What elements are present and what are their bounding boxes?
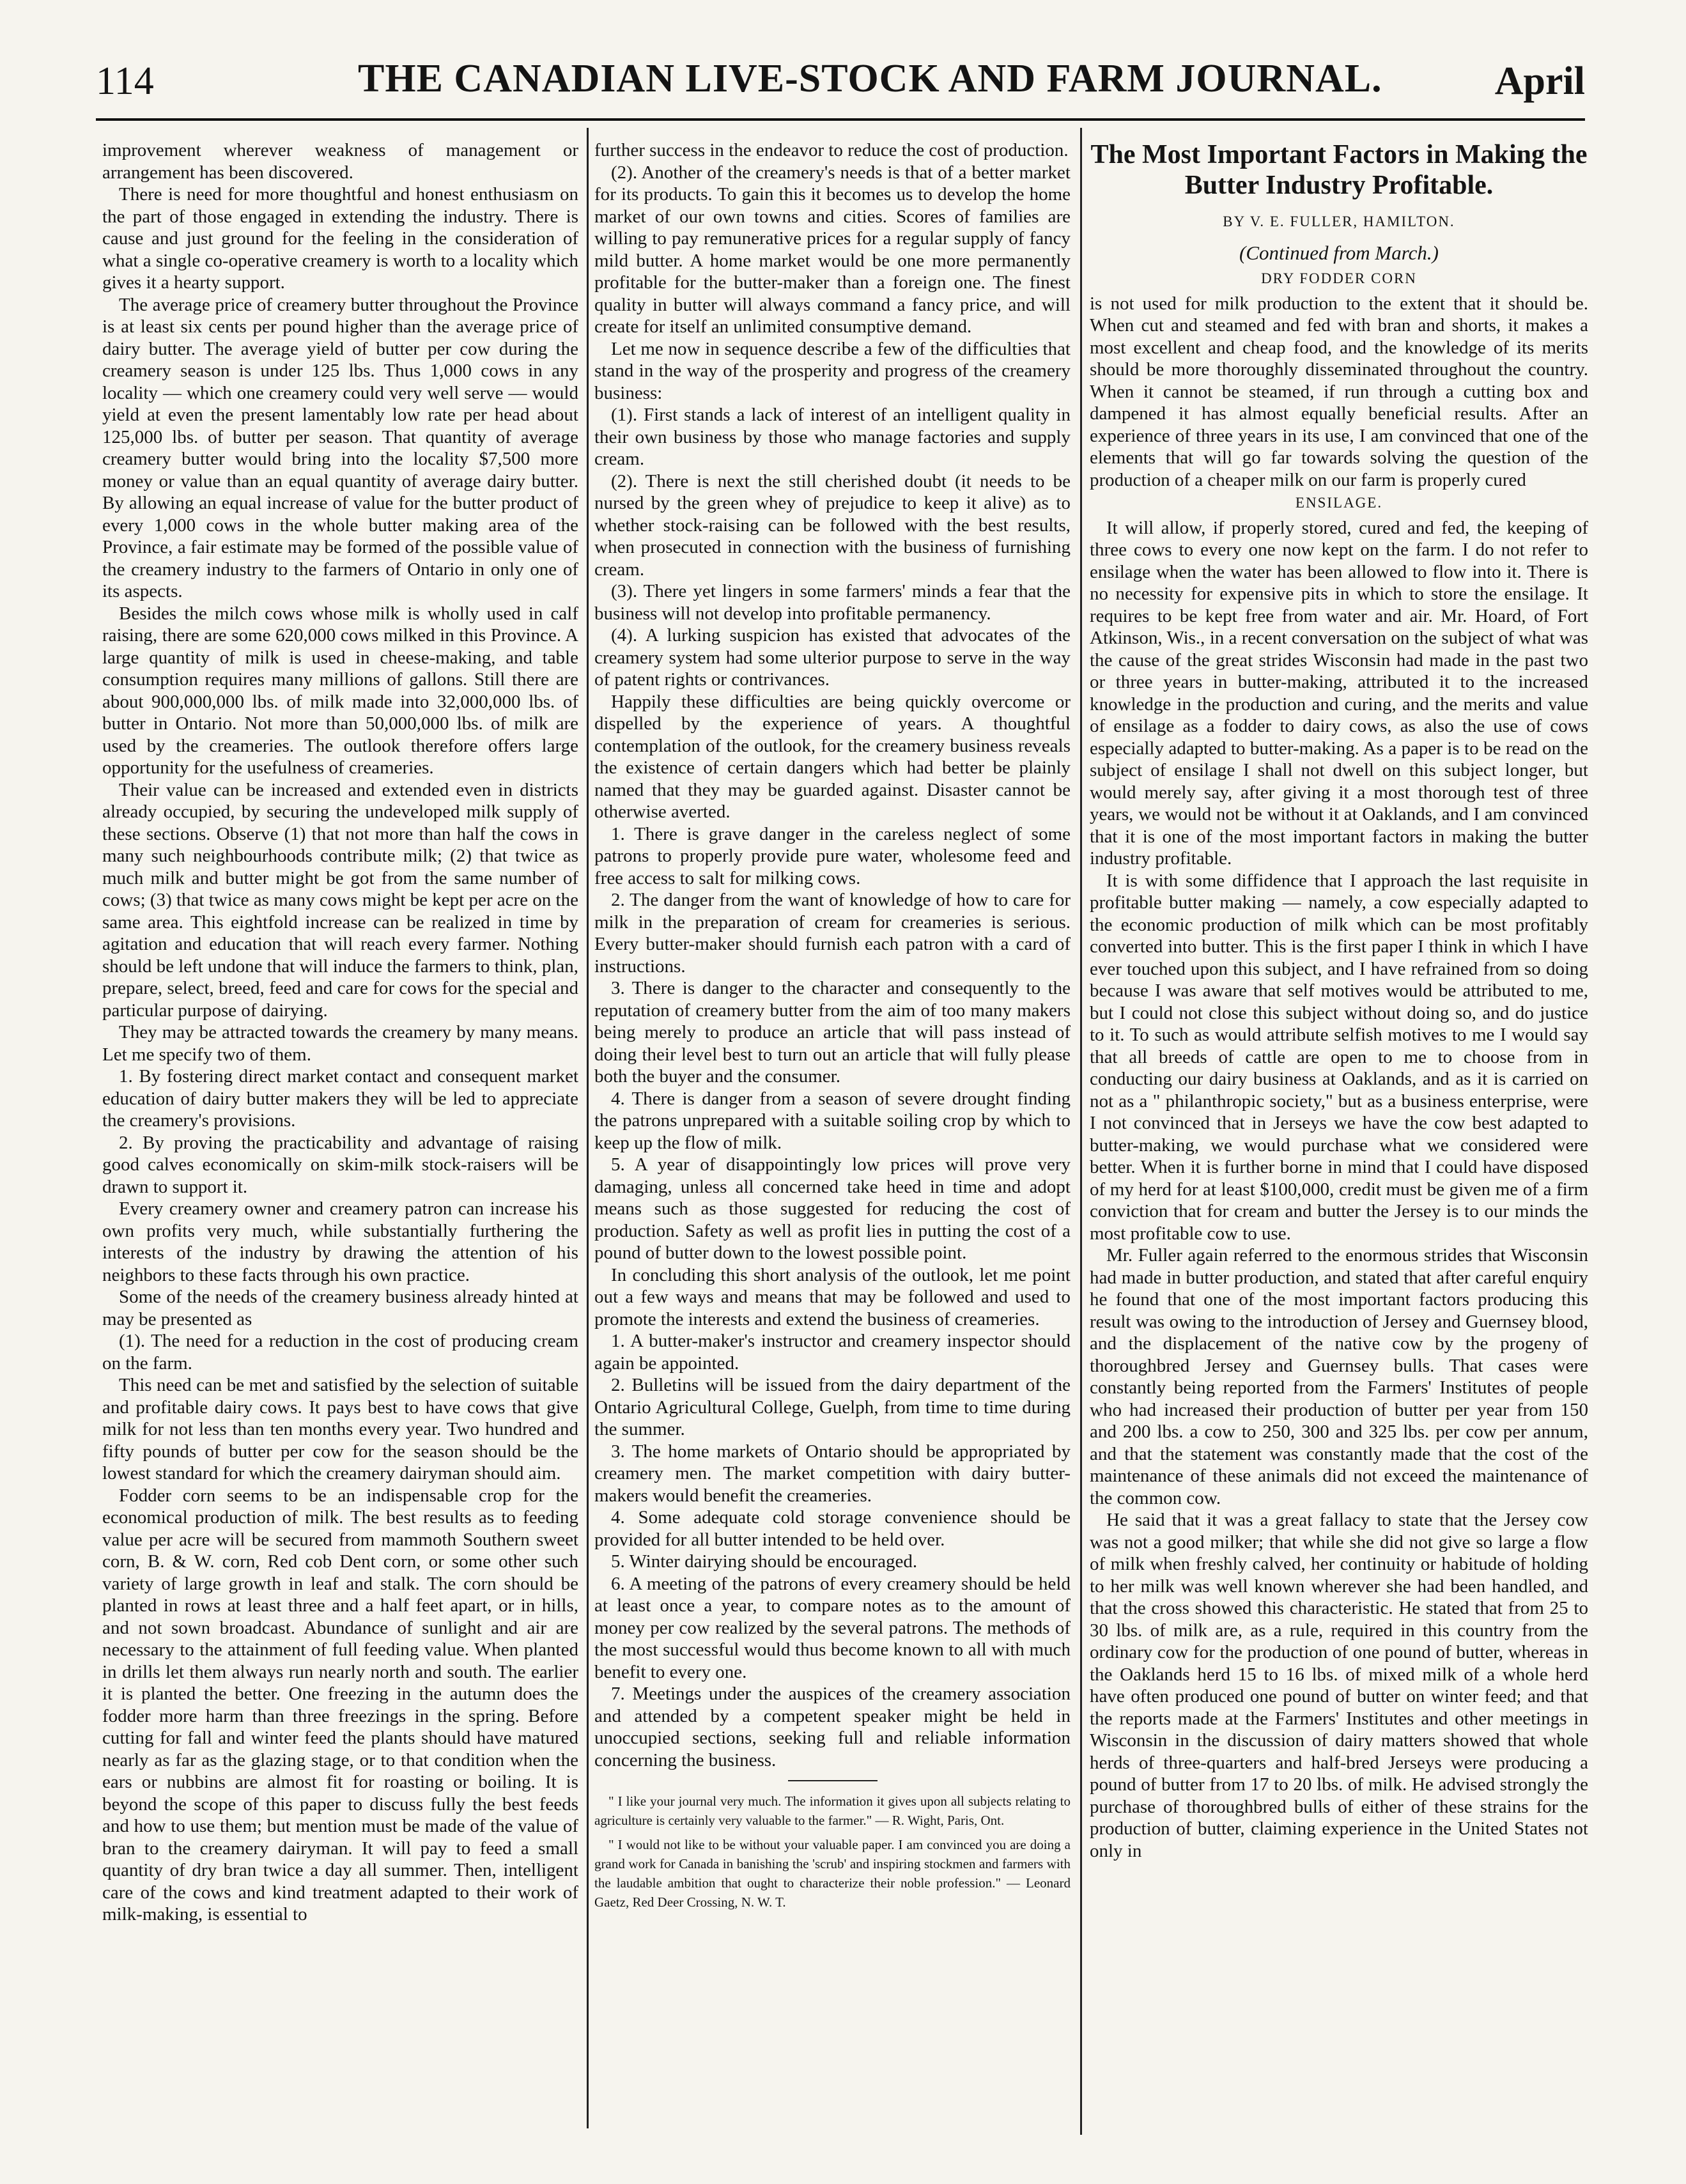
col1-paragraph: (1). The need for a reduction in the cost of producing cream on the farm.: [102, 1331, 578, 1374]
separator-rule: [788, 1780, 878, 1781]
page-number: 114: [96, 59, 154, 103]
header-rule: [96, 118, 1585, 121]
col2-paragraph: (4). A lurking suspicion has existed that advocates of the creamery system had some ulterior purpose to serve in the way of patent rights or contrivances.: [594, 625, 1071, 690]
testimonial: " I like your journal very much. The information it gives upon all subjects relating to agriculture is certainly very valuable to the farmer." — R. Wight, Paris, Ont.: [594, 1793, 1071, 1828]
issue-month: April: [1494, 59, 1585, 103]
article-title: The Most Important Factors in Making the Butter Industry Profitable.: [1090, 140, 1588, 200]
col2-paragraph: 1. There is grave danger in the careless neglect of some patrons to properly provide pure water, wholesome feed and free access to salt for milking cows.: [594, 823, 1071, 888]
col1-paragraph: The average price of creamery butter throughout the Province is at least six cents per pound higher than the average price of dairy butter. The average yield of butter per cow during the creamery season is under 125 lbs. Thus 1,000 cows in any locality — which one creamery could very well serve — would yield at even the present lamentably low rate per head about 125,000 lbs. of butter per season. That quantity of average creamery butter would bring into the locality $7,500 more money or value than an equal quantity of average dairy butter. By allowing an equal increase of value for the butter product of every 1,000 cows in the whole butter making area of the Province, a fair estimate may be formed of the possible value of the creamery industry to the farmers of Ontario in only one of its aspects.: [102, 294, 578, 601]
col3-paragraph: It is with some diffidence that I approach the last requisite in profitable butter making — namely, a cow especially adapted to the economic production of milk which can be most profitably converted into butter. This is the first paper I think in which I have ever touched upon this subject, and I have refrained from so doing because I was aware that self motives would be attributed to me, but I could not close this subject without doing so, and do justice to it. To such as would attribute selfish motives to me I would say that all breeds of cattle are open to me to choose from in conducting our dairy business at Oaklands, and as it is carried on not as a " philanthropic society," but as a business enterprise, were I not convinced that in Jerseys we have the cow best adapted to butter-making, we would purchase what we considered were better. When it is further borne in mind that I could have disposed of my herd for at least $100,000, credit must be given me of a firm conviction that for cream and butter the Jersey is to our minds the most profitable cow to use.: [1090, 870, 1588, 1244]
col1-paragraph: This need can be met and satisfied by the selection of suitable and profitable dairy cows. It pays best to have cows that give milk for not less than ten months every year. Two hundred and fifty pounds of butter per cow for the season should be the lowest standard for which the creamery dairyman should aim.: [102, 1375, 578, 1483]
subheading-dry-fodder-corn: DRY FODDER CORN: [1261, 270, 1417, 286]
col2-paragraph: 6. A meeting of the patrons of every creamery should be held at least once a year, to compare notes as to the amount of money per cow realized by the several patrons. The methods of the most successful would thus become known to all with much benefit to every one.: [594, 1573, 1071, 1682]
col2-paragraph: 2. Bulletins will be issued from the dairy department of the Ontario Agricultural College, Guelph, from time to time during the summer.: [594, 1375, 1071, 1439]
col3-paragraph: It will allow, if properly stored, cured and fed, the keeping of three cows to every one now kept on the farm. I do not refer to ensilage when the water has been allowed to flow into it. There is no necessity for expensive pits in which to store the ensilage. It requires to be kept free from water and air. Mr. Hoard, of Fort Atkinson, Wis., in a recent conversation on the subject of what was the cause of the great strides Wisconsin had made in the past two or three years in butter-making, attributed it to the increased knowledge in the production and curing, and the merits and value of ensilage as a fodder to dairy cows, as also the use of cows especially adapted to butter-making. As a paper is to be read on the subject of ensilage I shall not dwell on this subject longer, but would merely say, after giving it a most thorough test of three years, we would not be without it at Oaklands, and I am convinced that it is one of the most important factors in making the butter industry profitable.: [1090, 517, 1588, 869]
col2-paragraph: (2). There is next the still cherished doubt (it needs to be nursed by the green whey of prejudice to keep it alive) as to whether stock-raising can be followed with the best results, when prosecuted in connection with the business of furnishing cream.: [594, 470, 1071, 580]
continued-note: (Continued from March.): [1239, 241, 1439, 264]
testimonial: " I would not like to be without your valuable paper. I am convinced you are doing a grand work for Canada in banishing the 'scrub' and inspiring stockmen and farmers with the laudable ambition that ought to characterize their noble profession." — Leonard Gaetz, Red Deer Crossing, N. W. T.: [594, 1837, 1071, 1910]
journal-title: THE CANADIAN LIVE-STOCK AND FARM JOURNAL.: [358, 57, 1382, 100]
page-header: [96, 56, 1585, 114]
col2-paragraph: 7. Meetings under the auspices of the creamery association and attended by a competent speaker might be held in unoccupied sections, seeking full and reliable information concerning the business.: [594, 1684, 1071, 1770]
col2-paragraph: Happily these difficulties are being quickly overcome or dispelled by the experience of years. A thoughtful contemplation of the outlook, for the creamery business reveals the existence of certain dangers which had better be plainly named that they may be guarded against. Disaster cannot be otherwise averted.: [594, 691, 1071, 822]
col2-paragraph: 1. A butter-maker's instructor and creamery inspector should again be appointed.: [594, 1331, 1071, 1374]
subheading-ensilage: ENSILAGE.: [1295, 495, 1383, 511]
col3-paragraph: He said that it was a great fallacy to state that the Jersey cow was not a good milker; that while she did not give so large a flow of milk when freshly calved, her continuity or habitude of holding to her milk was well known wherever she had been handled, and that the cross showed this characteristic. He stated that from 25 to 30 lbs. of milk are, as a rule, required in this country from the ordinary cow for the production of one pound of butter, whereas in the Oaklands herd 15 to 16 lbs. of mixed milk of a whole herd have often produced one pound of butter on winter feed; and that the reports made at the Farmers' Institutes and other meetings in Wisconsin in the discussion of dairy matters showed that whole herds of three-quarters and half-bred Jerseys were producing a pound of butter from 17 to 20 lbs. of milk. He advised strongly the purchase of thoroughbred bulls of either of these strains for the production of butter, claiming experience in the United States not only in: [1090, 1510, 1588, 1861]
col2-paragraph: further success in the endeavor to reduce the cost of production.: [594, 140, 1069, 160]
col1-paragraph: They may be attracted towards the creamery by many means. Let me specify two of them.: [102, 1022, 578, 1065]
col2-paragraph: 3. There is danger to the character and consequently to the reputation of creamery butter from the aim of too many makers being merely to produce an article that will pass instead of doing their level best to turn out an article that will fully please both the buyer and the consumer.: [594, 978, 1071, 1087]
column-3: [1090, 139, 1588, 2134]
col1-paragraph: There is need for more thoughtful and honest enthusiasm on the part of those engaged in extending the industry. There is cause and just ground for the feeling in the consideration of what a single co-operative creamery is worth to a locality which gives it a hearty support.: [102, 184, 578, 293]
col2-paragraph: (2). Another of the creamery's needs is that of a better market for its products. To gain this it becomes us to develop the home market of our own towns and cities. Scores of families are willing to pay remunerative prices for a regular supply of fancy mild butter. A home market would be one more permanently profitable for the butter-maker than a foreign one. The finest quality in butter will always command a fancy price, and will create for itself an unlimited consumptive demand.: [594, 162, 1071, 337]
col3-paragraph: is not used for milk production to the extent that it should be. When cut and steamed and fed with bran and shorts, it makes a most excellent and cheap food, and the knowledge of its merits should be more thoroughly disseminated throughout the country. When it cannot be steamed, if run through a cutting box and dampened it has almost equally beneficial results. After an experience of three years in its use, I am convinced that one of the elements that will go far towards solving the question of the production of a cheaper milk on our farm is properly cured: [1090, 293, 1588, 490]
col2-paragraph: 4. Some adequate cold storage convenience should be provided for all butter intended to be held over.: [594, 1507, 1071, 1550]
col1-paragraph: 2. By proving the practicability and advantage of raising good calves economically on skim-milk stock-raisers will be drawn to support it.: [102, 1132, 578, 1197]
col2-paragraph: 5. A year of disappointingly low prices will prove very damaging, unless all concerned take heed in time and adopt means such as those suggested for reducing the cost of production. Safety as well as profit lies in putting the cost of a pound of butter down to the lowest possible point.: [594, 1154, 1071, 1263]
col2-paragraph: 5. Winter dairying should be encouraged.: [611, 1551, 918, 1572]
reader-testimonials: [594, 1792, 1071, 1912]
col1-paragraph: 1. By fostering direct market contact and consequent market education of dairy butter makers they will be led to appreciate the creamery's provisions.: [102, 1066, 578, 1131]
col2-paragraph: In concluding this short analysis of the outlook, let me point out a few ways and means that may be followed and used to promote the interests and extend the business of creameries.: [594, 1264, 1071, 1329]
column-2: [594, 139, 1071, 1923]
col1-paragraph: Fodder corn seems to be an indispensable crop for the economical production of milk. The best results as to feeding value per acre will be secured from mammoth Southern sweet corn, B. & W. corn, Red cob Dent corn, or some other such variety of large growth in leaf and stalk. The corn should be planted in rows at least three and a half feet apart, or in hills, and not sown broadcast. Abundance of sunlight and air are necessary to the attainment of full feeding value. When planted in drills let them always run nearly north and south. The earlier it is planted the better. One freezing in the autumn does the fodder more harm than three freezings in the spring. Before cutting for fall and winter feed the plants should have matured nearly as far as the glazing stage, or to that condition when the ears or nubbins are almost fit for roasting or boiling. It is beyond the scope of this paper to discuss fully the best feeds and how to use them; but mention must be made of the value of bran to the creamery dairyman. It will pay to feed a small quantity of dry bran twice a day all summer. Then, intelligent care of the cows and kind treatment adapted to their work of milk-making, is essential to: [102, 1485, 578, 1925]
column-1: [102, 139, 578, 2134]
col2-paragraph: 2. The danger from the want of knowledge of how to care for milk in the preparation of cream for creameries is serious. Every butter-maker should furnish each patron with a card of instructions.: [594, 890, 1071, 977]
col3-paragraph: Mr. Fuller again referred to the enormous strides that Wisconsin had made in butter production, and stated that after careful enquiry he found that one of the most important factors producing this result was owing to the introduction of Jersey and Guernsey blood, and the displacement of the native cow by the progeny of thoroughbred Jersey and Guernsey bulls. That cases were constantly being reported from the Farmers' Institutes of people who had increased their production of butter per year from 150 and 200 lbs. a cow to 250, 300 and 325 lbs. per cow per annum, and that the statement was constantly made that the cost of the maintenance of these animals did not exceed the maintenance of the common cow.: [1090, 1245, 1588, 1508]
article-byline: BY V. E. FULLER, HAMILTON.: [1223, 213, 1455, 229]
col2-paragraph: Let me now in sequence describe a few of the difficulties that stand in the way of the prosperity and progress of the creamery business:: [594, 338, 1071, 403]
col2-paragraph: (3). There yet lingers in some farmers' minds a fear that the business will not develop into profitable permanency.: [594, 581, 1071, 624]
column-divider-2: [1080, 128, 1082, 2135]
col2-paragraph: (1). First stands a lack of interest of an intelligent quality in their own business by those who manage factories and supply cream.: [594, 405, 1071, 469]
col1-paragraph: Their value can be increased and extended even in districts already occupied, by securing the undeveloped milk supply of these sections. Observe (1) that not more than half the cows in many such neighbourhoods contribute milk; (2) that twice as much milk and butter might be got from the same number of cows; (3) that twice as many cows might be kept per acre on the same area. This eightfold increase can be realized in time by agitation and education that will reach every farmer. Nothing should be left undone that will induce the farmers to think, plan, prepare, select, breed, feed and care for cows for the special and particular purpose of dairying.: [102, 779, 578, 1021]
col2-paragraph: 3. The home markets of Ontario should be appropriated by creamery men. The market competition with dairy butter-makers would benefit the creameries.: [594, 1441, 1071, 1506]
col1-paragraph: Besides the milch cows whose milk is wholly used in calf raising, there are some 620,000 cows milked in this Province. A large quantity of milk is used in cheese-making, and table consumption requires many millions of gallons. Still there are about 900,000,000 lbs. of milk made into 32,000,000 lbs. of butter in Ontario. Not more than 50,000,000 lbs. of milk are used by the creameries. The outlook therefore offers large opportunity for the usefulness of creameries.: [102, 603, 578, 778]
col2-paragraph: 4. There is danger from a season of severe drought finding the patrons unprepared with a suitable soiling crop by which to keep up the flow of milk.: [594, 1088, 1071, 1153]
column-divider-1: [587, 128, 589, 2128]
col1-paragraph: Some of the needs of the creamery business already hinted at may be presented as: [102, 1287, 578, 1329]
col1-paragraph: improvement wherever weakness of management or arrangement has been discovered.: [102, 140, 578, 183]
col1-paragraph: Every creamery owner and creamery patron can increase his own profits very much, while substantially furthering the interests of the industry by drawing the attention of his neighbors to these facts through his own practice.: [102, 1198, 578, 1285]
